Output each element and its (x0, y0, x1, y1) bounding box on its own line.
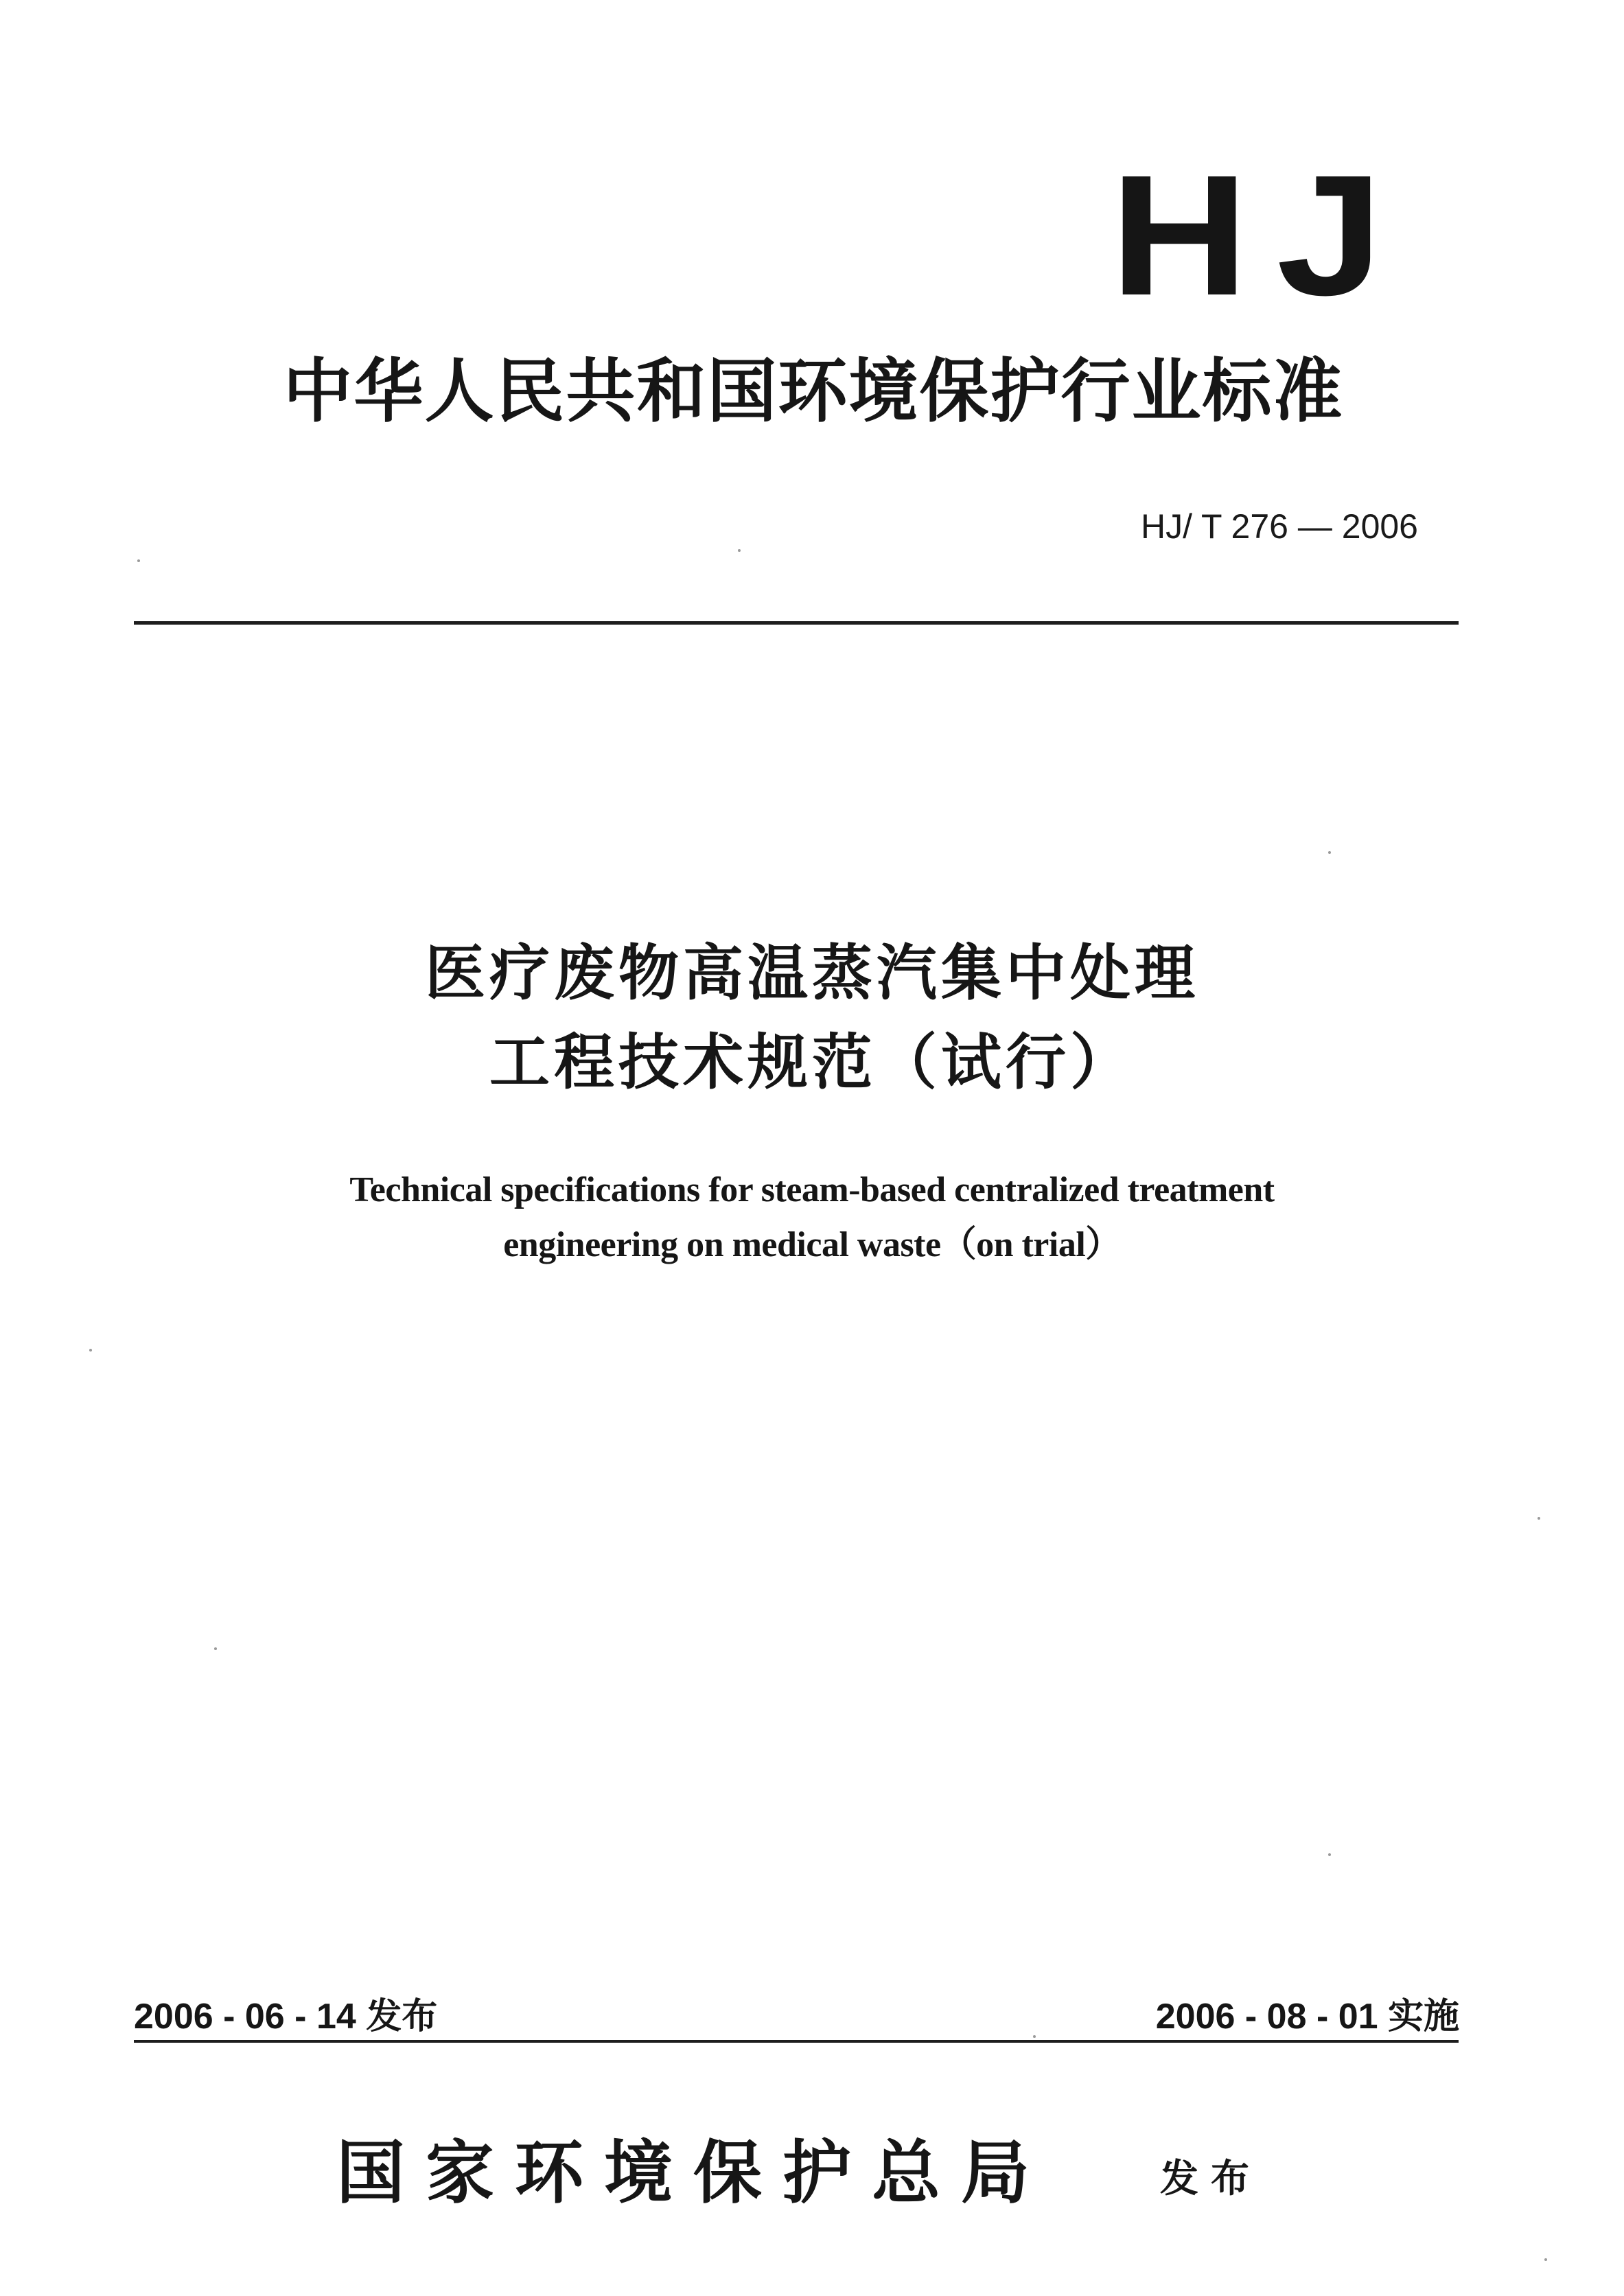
publish-label: 发布 (1160, 2157, 1262, 2201)
scan-speck (89, 1349, 92, 1352)
scan-speck (1538, 1517, 1540, 1520)
publisher-name: 国家环境保护总局 (336, 2132, 1050, 2213)
hj-logo: HJ (1110, 139, 1411, 331)
scan-speck (1033, 2035, 1036, 2038)
scan-speck (214, 1647, 217, 1650)
top-divider (134, 621, 1459, 625)
effective-date: 2006 - 08 - 01 实施 (1155, 1997, 1459, 2037)
english-title-line-2: engineering on medical waste（on trial） (503, 1225, 1121, 1264)
chinese-title-line-1: 医疗废物高温蒸汽集中处理 (424, 938, 1199, 1008)
bottom-divider (134, 2040, 1459, 2043)
scan-speck (137, 559, 140, 562)
scan-speck (1328, 1853, 1331, 1856)
scan-speck (1328, 851, 1331, 854)
scan-speck (738, 549, 741, 552)
scan-speck (1544, 2258, 1547, 2261)
english-title-line-1: Technical specifications for steam-based centralized treatment (349, 1170, 1275, 1209)
chinese-title-line-2: 工程技术规范（试行） (489, 1027, 1135, 1098)
issuer-title: 中华人民共和国环境保护行业标准 (283, 351, 1344, 432)
issue-date: 2006 - 06 - 14 发布 (134, 1997, 438, 2037)
standard-number: HJ/ T 276 — 2006 (1141, 507, 1418, 546)
